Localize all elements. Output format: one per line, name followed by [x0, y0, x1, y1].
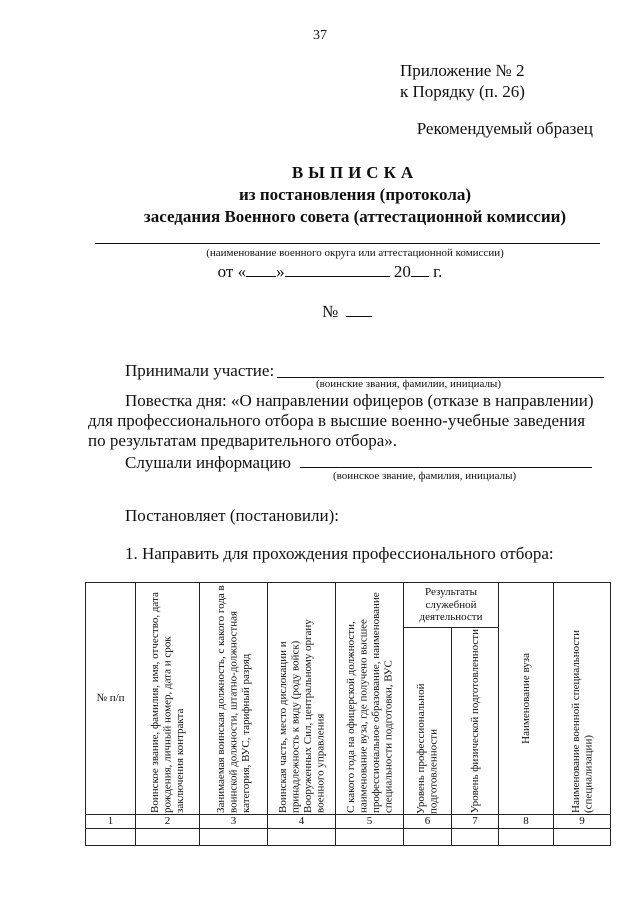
title-line3: заседания Военного совета (аттестационной комиссии)	[143, 207, 567, 226]
page-number: 37	[313, 28, 327, 43]
title-line2: из постановления (протокола)	[238, 185, 472, 204]
empty-cell	[200, 829, 268, 846]
org-name-hint: (наименование военного округа или аттестационной комиссии)	[206, 247, 504, 259]
empty-cell	[499, 829, 554, 846]
header-col2-text: Воинское звание, фамилия, имя, отчество, дата рождения, личный номер, дата и срок заключения контракта	[148, 591, 186, 813]
appendix-line1: Приложение № 2	[400, 61, 525, 80]
date-day-blank	[246, 262, 276, 277]
col-number-1: 1	[86, 815, 136, 829]
date-prefix: от «	[217, 262, 247, 281]
header-col7-text: Уровень физической подготовленности	[468, 628, 481, 814]
header-col8-text: Наименование вуза	[519, 653, 532, 744]
empty-cell	[452, 829, 499, 846]
empty-cell	[336, 829, 404, 846]
col-number-3: 3	[200, 815, 268, 829]
date-middle: »	[276, 262, 285, 281]
header-col3-text: Занимаемая воинская должность, с какого года в воинской должности, штатно-должностная категория, ВУС, тарифный разряд	[214, 584, 252, 813]
header-col9	[554, 583, 611, 815]
header-col4-text: Воинская часть, место дислокации и принадлежность к виду (роду войск) Вооруженных Сил, центральному органу военного управления	[276, 618, 326, 813]
heard-hint: (воинское звание, фамилия, инициалы)	[333, 470, 517, 482]
header-col5	[336, 583, 404, 815]
col-number-2: 2	[136, 815, 200, 829]
heard-label: Слушали информацию	[125, 453, 291, 472]
header-col3	[200, 583, 268, 815]
empty-cell	[268, 829, 336, 846]
header-col9-text: Наименование военной специальности (специализации)	[569, 629, 595, 813]
participants-label: Принимали участие:	[125, 361, 275, 380]
title-main: ВЫПИСКА	[291, 163, 419, 182]
header-col1-text: № п/п	[96, 692, 125, 705]
header-col6	[404, 628, 452, 815]
item1-text: 1. Направить для прохождения профессионального отбора:	[125, 544, 554, 563]
col-number-4: 4	[268, 815, 336, 829]
number-label: №	[322, 302, 339, 321]
empty-cell	[86, 829, 136, 846]
agenda-line1: Повестка дня: «О направлении офицеров (отказе в направлении)	[125, 391, 594, 410]
header-col6-text: Уровень профессиональной подготовленности	[415, 683, 440, 814]
agenda-line2: для профессионального отбора в высшие военно-учебные заведения	[88, 411, 586, 430]
participants-hint: (воинские звания, фамилии, инициалы)	[316, 378, 501, 390]
col-number-5: 5	[336, 815, 404, 829]
col-number-9: 9	[554, 815, 611, 829]
empty-cell	[136, 829, 200, 846]
date-month-blank	[285, 262, 390, 277]
agenda-line3: по результатам предварительного отбора».	[88, 431, 398, 450]
empty-cell	[554, 829, 611, 846]
header-col5-text: С какого года на офицерской должности, наименование вуза, где получено высшее профессиональное образование, наименование специальности подготовки, ВУС	[344, 591, 394, 813]
org-name-line	[95, 243, 600, 244]
col-number-8: 8	[499, 815, 554, 829]
header-group	[404, 583, 499, 628]
appendix-line2: к Порядку (п. 26)	[400, 82, 525, 101]
appendix-block	[400, 60, 525, 102]
resolution-text: Постановляет (постановили):	[125, 506, 339, 525]
heard-line	[300, 467, 592, 468]
number-line	[322, 302, 372, 322]
date-suffix: г.	[433, 262, 443, 281]
col-number-7: 7	[452, 815, 499, 829]
results-table	[85, 582, 611, 846]
number-blank	[346, 302, 372, 317]
col-number-6: 6	[404, 815, 452, 829]
date-line	[0, 262, 640, 282]
date-year: 20	[393, 262, 411, 281]
header-col4	[268, 583, 336, 815]
header-col2	[136, 583, 200, 815]
header-col8	[499, 583, 554, 815]
sample-label: Рекомендуемый образец	[416, 119, 593, 138]
header-col1	[86, 583, 136, 815]
header-col7	[452, 628, 499, 815]
empty-cell	[404, 829, 452, 846]
document-title	[0, 162, 640, 228]
header-group-text: Результаты служебной деятельности	[419, 586, 483, 624]
date-year-blank	[411, 262, 429, 277]
